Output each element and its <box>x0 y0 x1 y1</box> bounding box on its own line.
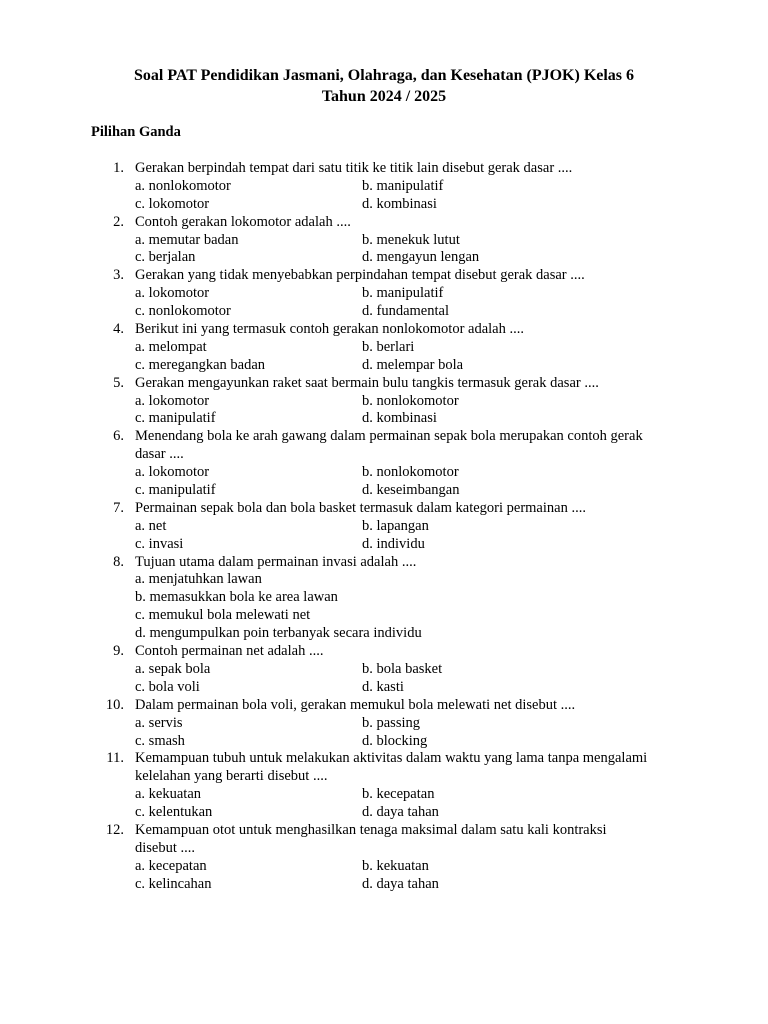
option-row <box>0 607 768 625</box>
question-text: Permainan sepak bola dan bola basket termasuk dalam kategori permainan .... <box>135 499 586 516</box>
option-row <box>0 858 768 876</box>
page-subtitle-year: Tahun 2024 / 2025 <box>321 88 447 105</box>
answer-option: c. invasi <box>135 535 184 552</box>
answer-option: a. lokomotor <box>135 285 210 302</box>
option-row <box>0 249 768 267</box>
question-number: 7. <box>113 499 124 516</box>
answer-option: c. kelentukan <box>135 804 213 821</box>
question-text: Tujuan utama dalam permainan invasi adalah .... <box>135 553 417 570</box>
answer-option: c. meregangkan badan <box>135 356 266 373</box>
answer-option: d. fundamental <box>362 303 449 320</box>
answer-option: b. nonlokomotor <box>362 464 459 481</box>
option-row <box>0 661 768 679</box>
answer-option: d. individu <box>362 535 425 552</box>
section-heading: Pilihan Ganda <box>91 124 181 140</box>
option-row <box>0 876 768 894</box>
question-text: Gerakan yang tidak menyebabkan perpindahan tempat disebut gerak dasar .... <box>135 267 585 284</box>
question-text: Kemampuan tubuh untuk melakukan aktivitas dalam waktu yang lama tanpa mengalami <box>135 750 648 767</box>
answer-option: d. melempar bola <box>362 356 464 373</box>
question-number: 1. <box>113 160 124 176</box>
question-item <box>0 822 768 894</box>
answer-option: b. lapangan <box>362 517 429 534</box>
option-row <box>0 410 768 428</box>
answer-option: a. servis <box>135 714 183 731</box>
option-row <box>0 733 768 751</box>
answer-option: b. berlari <box>362 338 415 355</box>
answer-option: d. mengayun lengan <box>362 249 480 266</box>
answer-option: c. berjalan <box>135 249 196 266</box>
answer-option: c. lokomotor <box>135 195 210 212</box>
answer-option: a. kekuatan <box>135 786 202 803</box>
question-number: 3. <box>113 267 124 284</box>
answer-option: d. kasti <box>362 678 404 695</box>
option-row <box>0 589 768 607</box>
question-line <box>0 446 768 464</box>
answer-option: d. kombinasi <box>362 410 437 427</box>
option-row <box>0 232 768 250</box>
answer-option: b. passing <box>362 714 420 731</box>
question-number: 6. <box>113 428 124 445</box>
question-number: 10. <box>105 696 124 713</box>
answer-option: a. nonlokomotor <box>135 177 231 194</box>
question-text: Berikut ini yang termasuk contoh gerakan nonlokomotor adalah .... <box>135 321 524 338</box>
question-line <box>0 840 768 858</box>
question-text: disebut .... <box>135 839 196 856</box>
question-number: 5. <box>113 374 124 391</box>
question-item <box>0 697 768 751</box>
answer-option: c. bola voli <box>135 678 200 695</box>
option-row <box>0 625 768 643</box>
question-line <box>0 822 768 840</box>
question-item <box>0 321 768 375</box>
answer-option: c. manipulatif <box>135 482 216 499</box>
answer-option: a. menjatuhkan lawan <box>135 571 262 588</box>
question-item <box>0 428 768 500</box>
question-text: Contoh gerakan lokomotor adalah .... <box>135 213 351 230</box>
option-row <box>0 804 768 822</box>
question-text: Contoh permainan net adalah .... <box>135 643 324 660</box>
question-number: 12. <box>105 821 124 838</box>
question-text: dasar .... <box>135 446 184 463</box>
question-item <box>0 160 768 214</box>
option-row <box>0 393 768 411</box>
answer-option: d. daya tahan <box>362 875 439 892</box>
answer-option: d. kombinasi <box>362 195 437 212</box>
question-line <box>0 554 768 572</box>
question-text: Dalam permainan bola voli, gerakan memukul bola melewati net disebut .... <box>135 696 576 713</box>
question-line <box>0 428 768 446</box>
question-line <box>0 768 768 786</box>
option-row <box>0 571 768 589</box>
option-row <box>0 715 768 733</box>
question-number: 9. <box>113 643 124 660</box>
option-row <box>0 285 768 303</box>
answer-option: c. nonlokomotor <box>135 303 231 320</box>
answer-option: c. smash <box>135 732 185 749</box>
answer-option: a. kecepatan <box>135 857 207 874</box>
answer-option: c. manipulatif <box>135 410 216 427</box>
answer-option: b. bola basket <box>362 660 443 677</box>
answer-option: c. kelincahan <box>135 875 212 892</box>
answer-option: d. mengumpulkan poin terbanyak secara individu <box>135 625 422 642</box>
answer-option: b. menekuk lutut <box>362 231 460 248</box>
question-text: Gerakan mengayunkan raket saat bermain bulu tangkis termasuk gerak dasar .... <box>135 374 599 391</box>
answer-option: b. kecepatan <box>362 786 435 803</box>
answer-option: a. memutar badan <box>135 231 239 248</box>
page-title: Soal PAT Pendidikan Jasmani, Olahraga, dan Kesehatan (PJOK) Kelas 6 <box>133 67 635 84</box>
question-line <box>0 375 768 393</box>
question-text: Gerakan berpindah tempat dari satu titik ke titik lain disebut gerak dasar .... <box>135 160 573 176</box>
option-row <box>0 482 768 500</box>
question-item <box>0 500 768 554</box>
option-row <box>0 303 768 321</box>
answer-option: a. melompat <box>135 338 207 355</box>
question-number: 8. <box>113 553 124 570</box>
answer-option: c. memukul bola melewati net <box>135 607 311 624</box>
answer-option: b. kekuatan <box>362 857 429 874</box>
answer-option: a. sepak bola <box>135 660 211 677</box>
question-item <box>0 267 768 321</box>
question-line <box>0 750 768 768</box>
option-row <box>0 786 768 804</box>
question-item <box>0 214 768 268</box>
answer-option: a. net <box>135 517 167 534</box>
answer-option: b. manipulatif <box>362 177 444 194</box>
option-row <box>0 357 768 375</box>
question-text: Menendang bola ke arah gawang dalam permainan sepak bola merupakan contoh gerak <box>135 428 643 445</box>
answer-option: d. keseimbangan <box>362 482 460 499</box>
question-line <box>0 160 768 178</box>
answer-option: a. lokomotor <box>135 392 210 409</box>
question-number: 4. <box>113 321 124 338</box>
option-row <box>0 196 768 214</box>
question-text: Kemampuan otot untuk menghasilkan tenaga maksimal dalam satu kali kontraksi <box>135 821 607 838</box>
answer-option: a. lokomotor <box>135 464 210 481</box>
question-line <box>0 500 768 518</box>
question-line <box>0 643 768 661</box>
answer-option: b. nonlokomotor <box>362 392 459 409</box>
question-line <box>0 321 768 339</box>
answer-option: b. manipulatif <box>362 285 444 302</box>
question-number: 11. <box>106 750 124 767</box>
answer-option: d. blocking <box>362 732 428 749</box>
question-text: kelelahan yang berarti disebut .... <box>135 768 328 785</box>
question-line <box>0 697 768 715</box>
question-item <box>0 643 768 697</box>
question-list <box>0 160 768 894</box>
question-item <box>0 375 768 429</box>
option-row <box>0 536 768 554</box>
answer-option: b. memasukkan bola ke area lawan <box>135 589 338 606</box>
question-item <box>0 554 768 643</box>
question-item <box>0 750 768 822</box>
option-row <box>0 679 768 697</box>
answer-option: d. daya tahan <box>362 804 439 821</box>
option-row <box>0 178 768 196</box>
option-row <box>0 518 768 536</box>
question-line <box>0 267 768 285</box>
question-number: 2. <box>113 213 124 230</box>
option-row <box>0 339 768 357</box>
question-line <box>0 214 768 232</box>
option-row <box>0 464 768 482</box>
